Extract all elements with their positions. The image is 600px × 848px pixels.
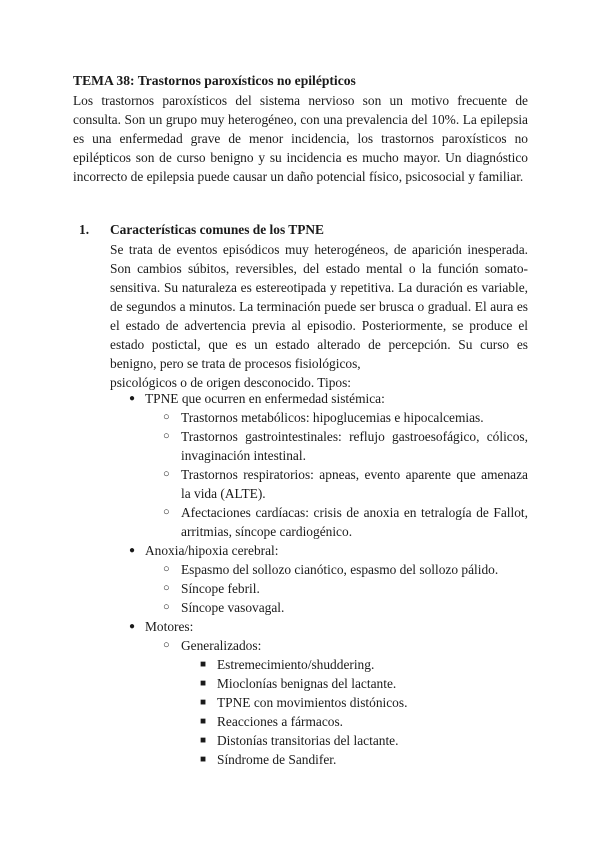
list-item: Reacciones a fármacos. [217,714,344,729]
section-paragraph-text: Se trata de eventos episódicos muy heterogéneos, de aparición inesperada. Son cambios súbitos, reversibles, del estado mental o la función somato-sensitiva. Su naturaleza es estereotipada y repetitiva. La duración es variable, de segundos a minutos. La terminación puede ser brusca o gradual. El aura es el estado de advertencia previa al episodio. Posteriormente, se produce el estado postictal, que es un estado alterado de percepción. Su curso es benigno, pero se trata de procesos fisiológicos, [110,242,528,371]
bullet-circle-icon: ○ [163,468,170,480]
list-item: TPNE que ocurren en enfermedad sistémica: [145,391,385,406]
bullet-square-icon: ■ [200,697,207,708]
list-item: Trastornos respiratorios: apneas, evento aparente que amenaza la vida (ALTE). [181,467,528,501]
list-item: Síncope vasovagal. [181,600,285,615]
list-item: Afectaciones cardíacas: crisis de anoxia en tetralogía de Fallot, arritmias, síncope cardiogénico. [181,505,528,539]
bullet-square-icon: ■ [200,735,207,746]
page-title: TEMA 38: Trastornos paroxísticos no epilépticos [73,73,356,88]
section-number: 1. [79,222,90,237]
list-item: Síncope febril. [181,581,260,596]
bullet-circle-icon: ○ [163,582,170,594]
section-paragraph [110,240,528,392]
section-heading: Características comunes de los TPNE [110,222,324,237]
bullet-square-icon: ■ [200,754,207,765]
bullet-disc-icon: ● [129,393,136,404]
intro-paragraph: Los trastornos paroxísticos del sistema nervioso son un motivo frecuente de consulta. Son un grupo muy heterogéneo, con una prevalencia del 10%. La epilepsia es una enfermedad grave de menor incidencia, los trastornos paroxísticos no epilépticos son de curso benigno y su incidencia es mucho mayor. Un diagnóstico incorrecto de epilepsia puede causar un daño potencial físico, psicosocial y familiar. [73,93,528,184]
list-item: Generalizados: [181,638,262,653]
bullet-circle-icon: ○ [163,430,170,442]
bullet-square-icon: ■ [200,716,207,727]
list-item: Anoxia/hipoxia cerebral: [145,543,279,558]
bullet-disc-icon: ● [129,621,136,632]
list-item: Espasmo del sollozo cianótico, espasmo del sollozo pálido. [181,562,499,577]
bullet-circle-icon: ○ [163,506,170,518]
section-paragraph-last-line: psicológicos o de origen desconocido. Tipos: [110,375,352,390]
bullet-disc-icon: ● [129,545,136,556]
list-item: Distonías transitorias del lactante. [217,733,399,748]
list-item: Motores: [145,619,194,634]
list-item: Mioclonías benignas del lactante. [217,676,397,691]
bullet-circle-icon: ○ [163,411,170,423]
list-item: Estremecimiento/shuddering. [217,657,375,672]
bullet-circle-icon: ○ [163,601,170,613]
list-item: Trastornos gastrointestinales: reflujo gastroesofágico, cólicos, invaginación intestinal. [181,429,528,463]
bullet-square-icon: ■ [200,678,207,689]
bullet-circle-icon: ○ [163,639,170,651]
bullet-circle-icon: ○ [163,563,170,575]
list-item: TPNE con movimientos distónicos. [217,695,408,710]
list-item: Síndrome de Sandifer. [217,752,337,767]
list-item: Trastornos metabólicos: hipoglucemias e hipocalcemias. [181,410,484,425]
bullet-square-icon: ■ [200,659,207,670]
